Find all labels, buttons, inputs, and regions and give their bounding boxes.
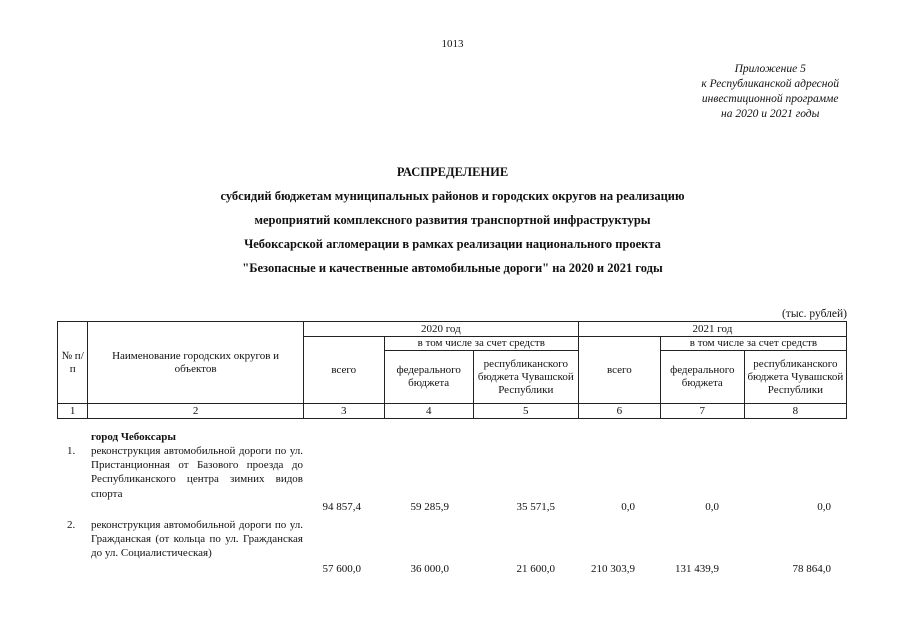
header-federal-2020: федерального бюджета: [384, 351, 473, 404]
row-number: 1.: [67, 445, 76, 457]
col-number-1: 1: [58, 404, 88, 419]
title-line-2: субсидий бюджетам муниципальных районов и городских округов на реализацию: [220, 189, 685, 203]
title-line-3: мероприятий комплексного развития транспортной инфраструктуры: [254, 213, 651, 227]
cell-2021-total: 0,0: [621, 501, 635, 513]
header-year-2021: 2021 год: [578, 322, 846, 337]
cell-2021-republican: 78 864,0: [792, 563, 831, 575]
cell-2020-republican: 21 600,0: [516, 563, 555, 575]
col-number-3: 3: [303, 404, 384, 419]
row-name: реконструкция автомобильной дороги по ул. Гражданская (от кольца по ул. Гражданская до ул. Социалистическая): [91, 519, 303, 560]
header-republican-2021: республиканского бюджета Чувашской Республики: [744, 351, 846, 404]
header-republican-2020: республиканского бюджета Чувашской Республики: [473, 351, 578, 404]
col-number-2: 2: [88, 404, 303, 419]
cell-2021-total: 210 303,9: [591, 563, 635, 575]
row-number: 2.: [67, 519, 76, 531]
cell-2020-federal: 36 000,0: [410, 563, 449, 575]
header-including-2021: в том числе за счет средств: [660, 337, 846, 351]
col-number-8: 8: [744, 404, 846, 419]
cell-2020-federal: 59 285,9: [410, 501, 449, 513]
annex-block: [701, 62, 839, 122]
title-line-5: "Безопасные и качественные автомобильные дороги" на 2020 и 2021 годы: [242, 261, 663, 275]
annex-line-1: Приложение 5: [734, 63, 806, 75]
header-total-2021: всего: [578, 337, 660, 404]
col-number-6: 6: [578, 404, 660, 419]
table-row: [57, 444, 847, 516]
col-number-7: 7: [660, 404, 744, 419]
header-col-num: № п/п: [58, 322, 88, 404]
cell-2021-federal: 131 439,9: [675, 563, 719, 575]
header-table: [57, 321, 847, 419]
annex-line-2: к Республиканской адресной: [701, 78, 839, 90]
header-col-name: Наименование городских округов и объектов: [88, 322, 303, 404]
cell-2021-federal: 0,0: [705, 501, 719, 513]
title-line-4: Чебоксарской агломерации в рамках реализации национального проекта: [244, 237, 661, 251]
header-federal-2021: федерального бюджета: [660, 351, 744, 404]
header-year-2020: 2020 год: [303, 322, 578, 337]
title-line-1: РАСПРЕДЕЛЕНИЕ: [396, 165, 509, 179]
header-including-2020: в том числе за счет средств: [384, 337, 578, 351]
annex-line-4: на 2020 и 2021 годы: [721, 108, 820, 120]
units-label: (тыс. рублей): [781, 308, 847, 320]
col-number-4: 4: [384, 404, 473, 419]
cell-2021-republican: 0,0: [817, 501, 831, 513]
header-total-2020: всего: [303, 337, 384, 404]
cell-2020-total: 94 857,4: [322, 501, 361, 513]
table-row: [57, 518, 847, 590]
col-number-5: 5: [473, 404, 578, 419]
document-title: [0, 160, 905, 280]
page-number: 1013: [441, 38, 464, 50]
cell-2020-total: 57 600,0: [322, 563, 361, 575]
annex-line-3: инвестиционной программе: [701, 93, 839, 105]
row-name: реконструкция автомобильной дороги по ул. Пристанционная от Базового проезда до Республиканского центра зимних видов спорта: [91, 445, 303, 500]
cell-2020-republican: 35 571,5: [516, 501, 555, 513]
section-title: город Чебоксары: [91, 431, 176, 443]
